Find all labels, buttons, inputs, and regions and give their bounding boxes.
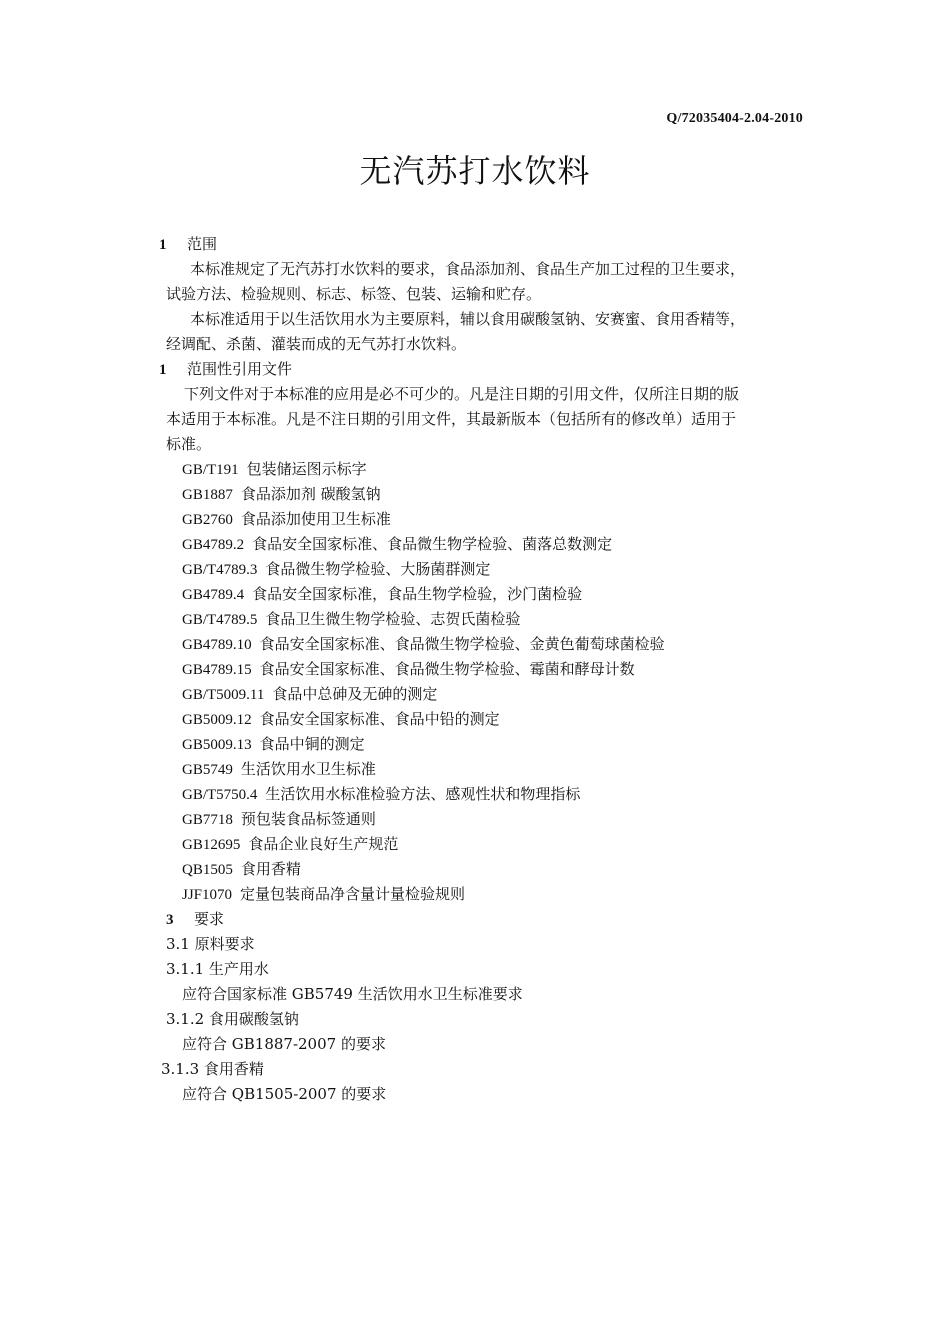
reference-title: 生活饮用水标准检验方法、感观性状和物理指标 (265, 785, 581, 803)
reference-item (182, 660, 635, 679)
reference-title: 食品中总砷及无砷的测定 (272, 685, 438, 703)
reference-code: GB5009.12 (182, 712, 252, 728)
document-title: 无汽苏打水饮料 (359, 152, 591, 190)
reference-code: GB7718 (182, 812, 233, 828)
reference-item (182, 860, 301, 879)
reference-item (182, 760, 376, 779)
reference-code: GB4789.15 (182, 662, 252, 678)
reference-code: GB/T191 (182, 462, 239, 478)
subsection-heading: 3.1.3 食用香精 (161, 1060, 264, 1078)
paragraph-line: 应符合 QB1505-2007 的要求 (182, 1085, 387, 1103)
section-title: 要求 (194, 910, 225, 928)
reference-title: 食品安全国家标准、食品中铅的测定 (259, 710, 500, 728)
reference-item (182, 460, 367, 479)
reference-code: JJF1070 (182, 887, 233, 903)
reference-title: 预包装食品标签通则 (240, 810, 376, 828)
reference-code: GB/T4789.5 (182, 612, 258, 628)
paragraph-line: 下列文件对于本标准的应用是必不可少的。凡是注日期的引用文件，仅所注日期的版 (184, 385, 740, 403)
reference-code: GB/T5009.11 (182, 687, 265, 703)
reference-title: 食品安全国家标准、食品微生物学检验、金黄色葡萄球菌检验 (259, 635, 665, 653)
reference-code: GB5749 (182, 762, 233, 778)
reference-item (182, 885, 465, 904)
reference-title: 食品安全国家标准、食品微生物学检验、菌落总数测定 (252, 535, 613, 553)
reference-item (182, 710, 500, 729)
paragraph-line: 试验方法、检验规则、标志、标签、包装、运输和贮存。 (166, 285, 542, 303)
paragraph-line: 应符合 GB1887-2007 的要求 (182, 1035, 386, 1053)
reference-item (182, 785, 580, 804)
reference-title: 食品卫生微生物学检验、志贺氏菌检验 (265, 610, 521, 628)
section-1-heading (159, 235, 217, 254)
section-2-heading (159, 360, 292, 379)
subsection-heading: 3.1.2 食用碳酸氢钠 (166, 1010, 299, 1028)
reference-title: 食品安全国家标准、食品微生物学检验、霉菌和酵母计数 (259, 660, 635, 678)
section-number: 1 (159, 237, 167, 253)
paragraph-line: 标准。 (166, 435, 212, 453)
reference-code: GB/T4789.3 (182, 562, 258, 578)
paragraph-line: 经调配、杀菌、灌装而成的无气苏打水饮料。 (166, 335, 467, 353)
reference-code: GB4789.10 (182, 637, 252, 653)
reference-title: 食品企业良好生产规范 (248, 835, 399, 853)
section-number: 3 (166, 912, 174, 928)
reference-title: 食品微生物学检验、大肠菌群测定 (265, 560, 491, 578)
section-3-heading (166, 910, 224, 929)
reference-item (182, 485, 381, 504)
reference-item (182, 685, 437, 704)
section-number: 1 (159, 362, 167, 378)
reference-code: GB4789.2 (182, 537, 245, 553)
reference-code: GB4789.4 (182, 587, 245, 603)
reference-code: QB1505 (182, 862, 233, 878)
reference-title: 食品添加使用卫生标准 (240, 510, 391, 528)
reference-item (182, 835, 398, 854)
reference-code: GB12695 (182, 837, 241, 853)
paragraph-line: 应符合国家标准 GB5749 生活饮用水卫生标准要求 (182, 985, 523, 1003)
section-title: 范围 (187, 235, 218, 253)
reference-item (182, 585, 582, 604)
subsection-heading: 3.1 原料要求 (166, 935, 255, 953)
reference-item (182, 610, 520, 629)
reference-item (182, 535, 612, 554)
reference-title: 包装储运图示标字 (246, 460, 367, 478)
reference-title: 食品安全国家标准，食品生物学检验，沙门菌检验 (252, 585, 583, 603)
reference-title: 食品添加剂 碳酸氢钠 (240, 485, 381, 503)
section-title: 范围性引用文件 (187, 360, 293, 378)
reference-item (182, 510, 391, 529)
standard-code: Q/72035404-2.04-2010 (666, 111, 803, 126)
reference-code: GB1887 (182, 487, 233, 503)
reference-item (182, 735, 365, 754)
subsection-heading: 3.1.1 生产用水 (166, 960, 269, 978)
reference-item (182, 635, 665, 654)
paragraph-line: 本标准规定了无汽苏打水饮料的要求，食品添加剂、食品生产加工过程的卫生要求， (190, 260, 746, 278)
reference-code: GB/T5750.4 (182, 787, 258, 803)
reference-item (182, 810, 376, 829)
reference-title: 定量包装商品净含量计量检验规则 (240, 885, 466, 903)
paragraph-line: 本标准适用于以生活饮用水为主要原料，辅以食用碳酸氢钠、安赛蜜、食用香精等， (190, 310, 746, 328)
paragraph-line: 本适用于本标准。凡是不注日期的引用文件，其最新版本（包括所有的修改单）适用于 (166, 410, 737, 428)
reference-code: GB5009.13 (182, 737, 252, 753)
reference-item (182, 560, 490, 579)
reference-code: GB2760 (182, 512, 233, 528)
reference-title: 食品中铜的测定 (259, 735, 365, 753)
reference-title: 食用香精 (240, 860, 301, 878)
reference-title: 生活饮用水卫生标准 (240, 760, 376, 778)
